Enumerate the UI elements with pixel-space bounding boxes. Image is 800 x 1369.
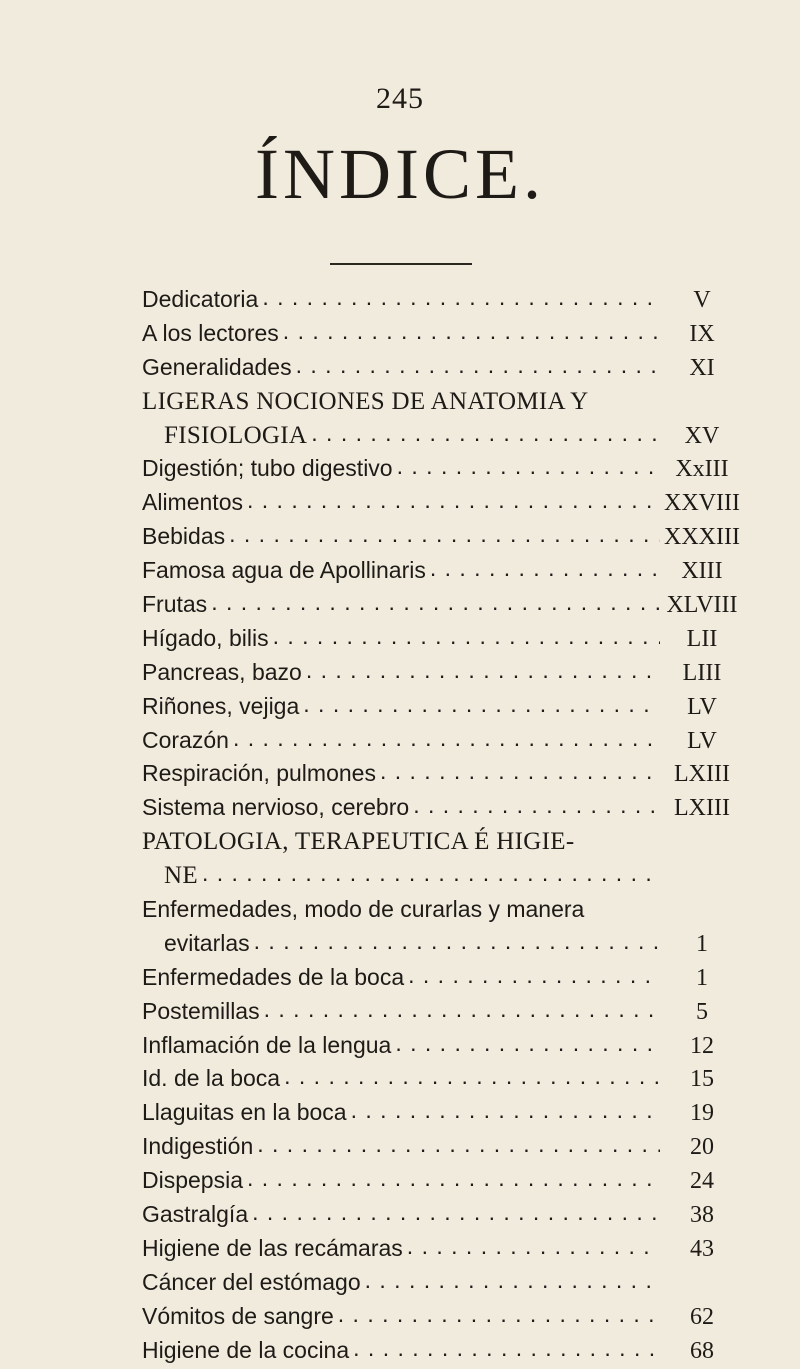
toc-entry-page: 1 bbox=[696, 964, 708, 991]
dot-leader bbox=[578, 826, 660, 849]
toc-entry bbox=[142, 1165, 740, 1199]
toc-entry-page: 12 bbox=[690, 1032, 714, 1059]
toc-entry bbox=[142, 928, 740, 962]
toc-entry bbox=[142, 352, 740, 386]
toc-entry-page: LXIII bbox=[674, 795, 730, 822]
toc-entry-label: A los lectores bbox=[142, 319, 279, 346]
toc-entry-label: Dispepsia bbox=[142, 1167, 243, 1194]
title-divider bbox=[330, 263, 472, 265]
toc-entry bbox=[142, 758, 740, 792]
toc-entry bbox=[142, 487, 740, 521]
dot-leader bbox=[306, 657, 660, 680]
dot-leader bbox=[247, 487, 660, 510]
toc-entry bbox=[142, 996, 740, 1030]
dot-leader bbox=[365, 1267, 660, 1290]
toc-entry bbox=[142, 1030, 740, 1064]
toc-entry bbox=[142, 657, 740, 691]
table-of-contents bbox=[142, 284, 740, 1369]
toc-entry-label: evitarlas bbox=[164, 929, 250, 956]
toc-entry-label: Frutas bbox=[142, 591, 208, 618]
toc-entry bbox=[142, 826, 740, 860]
toc-entry bbox=[142, 521, 740, 555]
toc-entry bbox=[142, 860, 740, 894]
toc-entry bbox=[142, 1233, 740, 1267]
dot-leader bbox=[254, 928, 660, 951]
dot-leader bbox=[296, 352, 660, 375]
dot-leader bbox=[211, 589, 660, 612]
toc-entry-page: 15 bbox=[690, 1066, 714, 1093]
toc-entry-page: 62 bbox=[690, 1303, 714, 1330]
toc-entry-page: XXVIII bbox=[664, 490, 740, 517]
toc-entry-page: LV bbox=[687, 727, 717, 754]
toc-entry bbox=[142, 691, 740, 725]
dot-leader bbox=[264, 996, 660, 1019]
dot-leader bbox=[262, 284, 660, 307]
toc-entry bbox=[142, 1097, 740, 1131]
dot-leader bbox=[395, 1030, 660, 1053]
toc-entry-page: XI bbox=[689, 354, 715, 381]
toc-entry-label: NE bbox=[164, 862, 198, 890]
dot-leader bbox=[229, 521, 660, 544]
toc-entry bbox=[142, 284, 740, 318]
dot-leader bbox=[247, 1165, 660, 1188]
toc-entry-label: PATOLOGIA, TERAPEUTICA É HIGIE- bbox=[142, 828, 575, 856]
toc-entry-label: Riñones, vejiga bbox=[142, 692, 300, 719]
toc-entry-page: 19 bbox=[690, 1100, 714, 1127]
toc-entry-label: Dedicatoria bbox=[142, 286, 259, 312]
toc-entry-label: Pancreas, bazo bbox=[142, 658, 302, 685]
toc-entry bbox=[142, 1267, 740, 1301]
dot-leader bbox=[283, 318, 660, 341]
toc-entry-label: Inflamación de la lengua bbox=[142, 1031, 392, 1058]
toc-entry-label: Generalidades bbox=[142, 353, 292, 380]
dot-leader bbox=[413, 792, 660, 815]
toc-entry-page: 1 bbox=[696, 930, 708, 957]
toc-entry bbox=[142, 623, 740, 657]
dot-leader bbox=[593, 386, 660, 409]
toc-entry-page: 24 bbox=[690, 1168, 714, 1195]
toc-entry-page: 20 bbox=[690, 1134, 714, 1161]
toc-entry-label: Sistema nervioso, cerebro bbox=[142, 794, 410, 821]
toc-entry-page: XLVIII bbox=[666, 592, 738, 619]
toc-entry-label: Vómitos de sangre bbox=[142, 1302, 334, 1329]
toc-entry-page: XIII bbox=[681, 558, 723, 585]
dot-leader bbox=[303, 691, 660, 714]
toc-entry-page: 38 bbox=[690, 1202, 714, 1229]
dot-leader bbox=[311, 420, 660, 443]
toc-entry-label: Respiración, pulmones bbox=[142, 760, 376, 787]
toc-entry-label: LIGERAS NOCIONES DE ANATOMIA Y bbox=[142, 387, 589, 415]
toc-entry bbox=[142, 1131, 740, 1165]
toc-entry-page: LV bbox=[687, 693, 717, 720]
toc-entry-label: Gastralgía bbox=[142, 1201, 249, 1228]
toc-entry-label: Corazón bbox=[142, 726, 229, 753]
toc-entry bbox=[142, 386, 740, 420]
toc-entry bbox=[142, 589, 740, 623]
toc-entry-page: V bbox=[693, 287, 711, 313]
dot-leader bbox=[202, 860, 660, 883]
toc-entry-page: XxIII bbox=[675, 456, 729, 483]
toc-entry bbox=[142, 894, 740, 928]
dot-leader bbox=[588, 894, 660, 917]
dot-leader bbox=[380, 758, 660, 781]
dot-leader bbox=[353, 1335, 660, 1358]
dot-leader bbox=[252, 1199, 660, 1222]
toc-entry-page: 68 bbox=[690, 1337, 714, 1364]
dot-leader bbox=[408, 962, 660, 985]
toc-entry-label: Id. de la boca bbox=[142, 1065, 281, 1092]
toc-entry-label: FISIOLOGIA bbox=[164, 421, 308, 449]
toc-entry-label: Famosa agua de Apollinaris bbox=[142, 557, 426, 584]
toc-entry-label: Bebidas bbox=[142, 523, 226, 550]
toc-entry-label: Hígado, bilis bbox=[142, 624, 269, 651]
dot-leader bbox=[351, 1097, 660, 1120]
toc-entry-label: Indigestión bbox=[142, 1133, 254, 1160]
dot-leader bbox=[430, 555, 660, 578]
toc-entry bbox=[142, 555, 740, 589]
toc-entry bbox=[142, 725, 740, 759]
toc-entry-label: Cáncer del estómago bbox=[142, 1268, 361, 1295]
toc-entry bbox=[142, 1335, 740, 1369]
dot-leader bbox=[257, 1131, 660, 1154]
toc-entry bbox=[142, 318, 740, 352]
toc-entry-page: LII bbox=[686, 625, 718, 652]
toc-entry-label: Enfermedades, modo de curarlas y manera bbox=[142, 896, 585, 923]
toc-entry bbox=[142, 962, 740, 996]
toc-entry-page: 43 bbox=[690, 1235, 714, 1262]
toc-entry bbox=[142, 1301, 740, 1335]
dot-leader bbox=[338, 1301, 660, 1324]
toc-entry-label: Digestión; tubo digestivo bbox=[142, 455, 393, 482]
toc-entry-page: IX bbox=[689, 320, 715, 347]
toc-entry-page: LIII bbox=[682, 659, 722, 686]
toc-entry-page: XV bbox=[684, 422, 720, 449]
toc-entry-label: Higiene de las recámaras bbox=[142, 1234, 403, 1261]
toc-entry bbox=[142, 420, 740, 454]
toc-entry-page: 5 bbox=[696, 998, 708, 1025]
dot-leader bbox=[397, 453, 660, 476]
toc-entry-label: Postemillas bbox=[142, 997, 260, 1024]
toc-entry-label: Enfermedades de la boca bbox=[142, 963, 405, 990]
dot-leader bbox=[273, 623, 660, 646]
toc-entry bbox=[142, 1063, 740, 1097]
toc-entry-page: XXXIII bbox=[664, 524, 740, 551]
dot-leader bbox=[284, 1063, 660, 1086]
toc-entry-page: LXIII bbox=[674, 761, 730, 788]
toc-entry bbox=[142, 1199, 740, 1233]
page-title: ÍNDICE. bbox=[255, 134, 545, 214]
toc-entry-label: Higiene de la cocina bbox=[142, 1336, 350, 1363]
dot-leader bbox=[233, 725, 660, 748]
toc-entry bbox=[142, 792, 740, 826]
toc-entry-label: Alimentos bbox=[142, 489, 243, 516]
toc-entry-label: Llaguitas en la boca bbox=[142, 1099, 347, 1126]
page-number: 245 bbox=[376, 82, 424, 115]
dot-leader bbox=[407, 1233, 660, 1256]
toc-entry bbox=[142, 453, 740, 487]
